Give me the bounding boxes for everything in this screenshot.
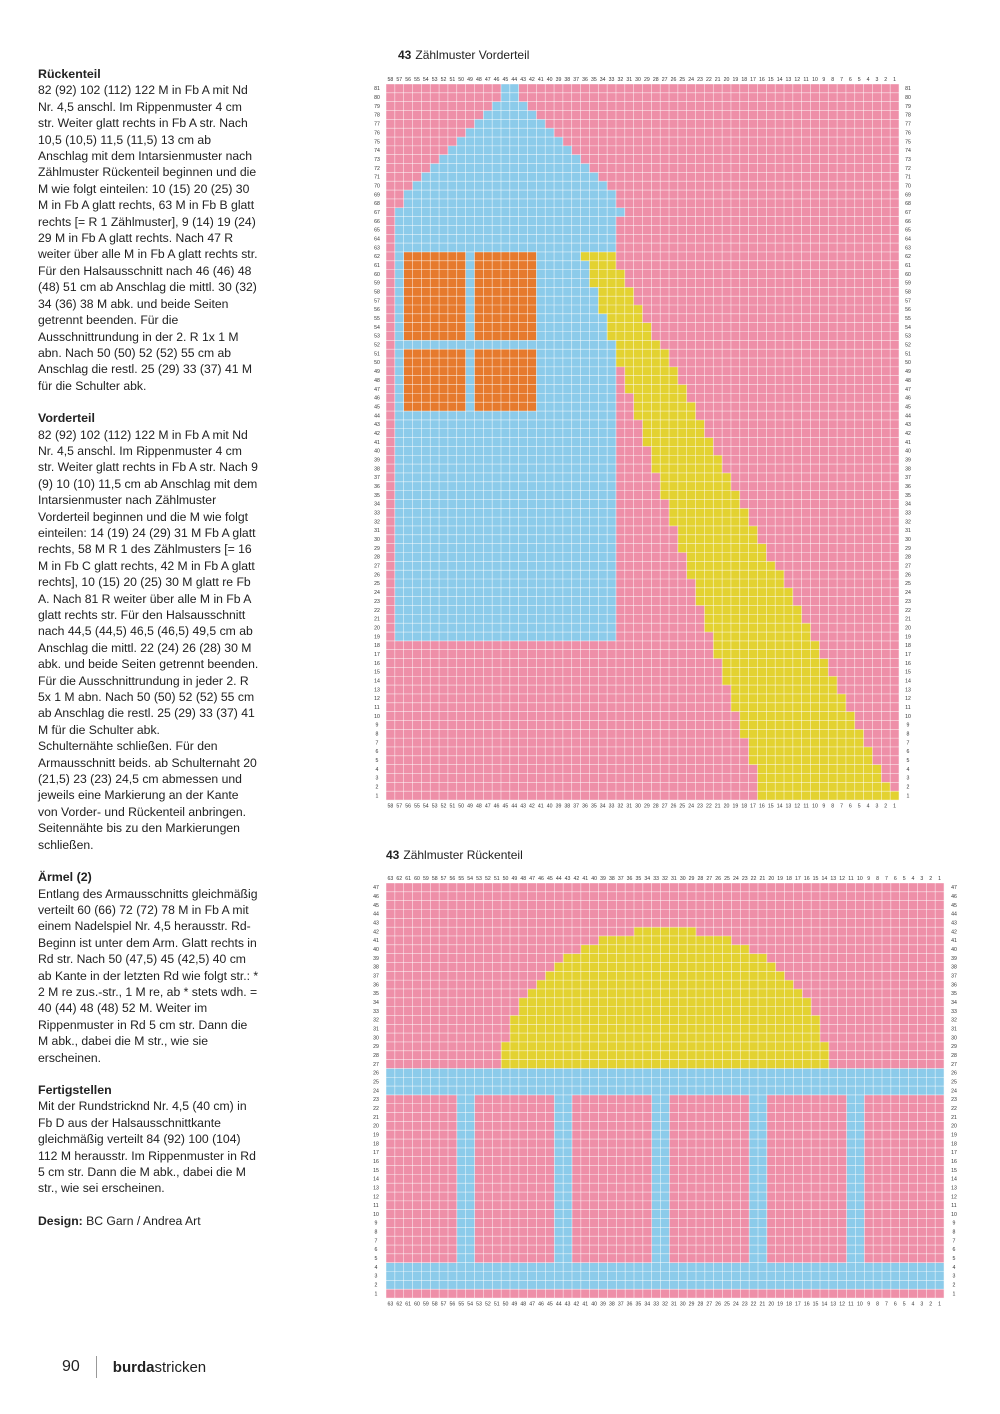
column-number: 28 <box>652 77 659 83</box>
column-number: 58 <box>387 803 394 810</box>
column-number: 7 <box>840 803 843 810</box>
column-number: 55 <box>414 77 420 83</box>
column-number: 40 <box>546 803 553 810</box>
column-number: 18 <box>741 77 748 83</box>
column-number: 5 <box>857 77 861 83</box>
column-number: 31 <box>626 803 633 810</box>
row-number: 6 <box>375 749 379 756</box>
column-number: 27 <box>661 77 668 83</box>
column-number: 11 <box>803 77 809 83</box>
column-number: 55 <box>414 803 420 810</box>
column-number: 23 <box>697 803 703 810</box>
column-number: 24 <box>688 803 695 810</box>
column-number: 25 <box>679 803 686 810</box>
column-number: 45 <box>502 77 509 83</box>
column-number: 57 <box>396 77 403 83</box>
section-heading: Fertigstellen <box>38 1082 112 1097</box>
column-number: 4 <box>866 77 870 83</box>
column-number: 15 <box>767 803 774 810</box>
column-number: 13 <box>785 77 792 83</box>
column-number: 42 <box>529 803 535 810</box>
column-number: 14 <box>776 803 783 810</box>
column-number: 52 <box>440 77 447 83</box>
column-number: 47 <box>484 77 491 83</box>
column-number: 51 <box>449 803 456 810</box>
column-number: 38 <box>564 77 571 83</box>
column-number: 1 <box>893 77 897 83</box>
column-number: 56 <box>405 77 412 83</box>
column-number: 18 <box>741 803 748 810</box>
row-number: 7 <box>906 740 910 747</box>
column-number: 25 <box>679 77 686 83</box>
row-number: 2 <box>375 784 379 791</box>
column-number: 31 <box>626 77 633 83</box>
column-number: 10 <box>812 803 818 810</box>
column-number: 21 <box>714 803 721 810</box>
column-number: 41 <box>537 803 544 810</box>
column-number: 53 <box>431 77 438 83</box>
column-number: 23 <box>697 77 703 83</box>
column-number: 46 <box>493 77 500 83</box>
column-number: 27 <box>661 803 668 810</box>
column-number: 37 <box>573 803 580 810</box>
column-number: 15 <box>767 77 774 83</box>
column-number: 35 <box>590 803 597 810</box>
column-number: 22 <box>705 77 712 83</box>
column-number: 26 <box>670 77 677 83</box>
column-number: 48 <box>475 803 482 810</box>
column-number: 14 <box>776 77 783 83</box>
row-number: 6 <box>906 749 910 756</box>
column-number: 8 <box>831 77 835 83</box>
row-number: 1 <box>375 793 379 800</box>
section-heading: Vorderteil <box>38 411 95 426</box>
column-number: 1 <box>893 803 897 810</box>
column-number: 40 <box>546 77 553 83</box>
column-number: 19 <box>732 803 739 810</box>
section-body: 82 (92) 102 (112) 122 M in Fb A mit Nd Nr. 4,5 anschl. Im Rippenmuster 4 cm str. Weiter glatt rechts in Fb A str. Nach 9 (9) 10 (10) 11,5 cm ab Anschlag mit dem Intarsienmuster nach Zählmuster Vorderteil beginnen und die M wie folgt einteilen: 14 (19) 24 (29) 31 M Fb A glatt rechts, 58 M R 1 des Zählmusters [= 16 M in Fb C glatt rechts, 42 M in Fb A glatt rechts], 10 (15) 20 (25) 30 M glatt re Fb A. Nach 81 R weiter über alle M in Fb A glatt rechts str. Für den Halsausschnitt nach 44,5 (44,5) 46,5 (46,5) 49,5 cm ab Anschlag die mittl. 22 (24) 26 (28) 30 M abk. und beide Seiten getrennt beenden. Für die Ausschnittrundung in jeder 2. R 5x 1 M abn. Nach 50 (50) 52 (52) 55 cm ab Anschlag die restl. 25 (29) 33 (37) 41 M für die Schulter abk. <box>38 427 259 737</box>
design-value: BC Garn / Andrea Art <box>86 1213 201 1228</box>
column-number: 33 <box>608 803 615 810</box>
column-number: 47 <box>484 803 491 810</box>
column-number: 50 <box>458 803 465 810</box>
column-number: 2 <box>884 803 888 810</box>
column-number: 56 <box>405 803 412 810</box>
row-number: 5 <box>906 758 910 765</box>
column-number: 29 <box>644 803 650 810</box>
column-number: 9 <box>822 803 826 810</box>
row-number: 10 <box>374 713 380 720</box>
column-number: 28 <box>652 803 659 810</box>
column-number: 3 <box>875 77 879 83</box>
row-number: 8 <box>375 731 379 738</box>
column-number: 44 <box>511 803 518 810</box>
column-number: 49 <box>467 803 473 810</box>
column-number: 53 <box>431 803 438 810</box>
column-number: 57 <box>396 803 403 810</box>
column-number: 32 <box>617 803 624 810</box>
column-number: 16 <box>759 77 765 83</box>
column-number: 20 <box>723 77 730 83</box>
column-number: 6 <box>848 803 852 810</box>
column-number: 32 <box>617 77 624 83</box>
column-number: 12 <box>794 77 801 83</box>
column-number: 50 <box>458 77 465 83</box>
section-heading: Ärmel (2) <box>38 870 92 885</box>
column-number: 43 <box>520 77 526 83</box>
column-number: 46 <box>493 803 500 810</box>
column-number: 54 <box>422 77 429 83</box>
column-number: 17 <box>750 77 756 83</box>
row-number: 9 <box>375 722 379 729</box>
column-number: 9 <box>822 77 826 83</box>
column-number: 45 <box>502 803 509 810</box>
column-number: 20 <box>723 803 730 810</box>
column-number: 42 <box>529 77 535 83</box>
row-number: 4 <box>375 766 379 773</box>
row-number: 3 <box>906 775 910 782</box>
column-number: 39 <box>555 77 562 83</box>
chart-number: 43 <box>398 48 412 62</box>
column-number: 6 <box>848 77 852 83</box>
column-number: 30 <box>635 803 641 810</box>
column-number: 43 <box>520 803 526 810</box>
column-number: 21 <box>714 77 721 83</box>
design-label: Design: <box>38 1213 83 1228</box>
section-body: 82 (92) 102 (112) 122 M in Fb A mit Nd Nr. 4,5 anschl. Im Rippenmuster 4 cm str. Weiter glatt rechts in Fb A str. Nach 10,5 (10,5) 11,5 (11,5) 13 cm ab Anschlag mit dem Intarsienmuster nach Zählmuster Rückenteil beginnen und die M wie folgt einteilen: 10 (15) 20 (25) 30 M in Fb A glatt rechts, 63 M in Fb B glatt rechts [= R 1 Zählmuster], 9 (14) 19 (24) 29 M in Fb A glatt rechts. Nach 47 R weiter über alle M in Fb A glatt rechts str. Für den Halsausschnitt nach 46 (46) 48 (48) 51 cm ab Anschlag die mittl. 30 (32) 34 (36) 38 M abk. und beide Seiten getrennt beenden. Für die Ausschnittrundung in der 2. R 1x 1 M abn. Nach 50 (50) 52 (52) 55 cm ab Anschlag die restl. 25 (29) 33 (37) 41 M für die Schulter abk. <box>38 83 258 393</box>
column-number: 29 <box>644 77 650 83</box>
column-number: 44 <box>511 77 518 83</box>
column-number: 7 <box>840 77 843 83</box>
row-number: 4 <box>906 766 910 773</box>
column-number: 34 <box>599 77 606 83</box>
row-number: 8 <box>906 731 910 738</box>
column-number: 35 <box>590 77 597 83</box>
column-number: 33 <box>608 77 615 83</box>
column-number: 4 <box>866 803 870 810</box>
column-number: 41 <box>537 77 544 83</box>
column-number: 3 <box>875 803 879 810</box>
column-number: 36 <box>582 77 588 83</box>
chart-title-text: Zählmuster Vorderteil <box>415 48 530 62</box>
row-number: 7 <box>375 740 379 747</box>
column-number: 26 <box>670 803 677 810</box>
column-number: 34 <box>599 803 606 810</box>
column-number: 30 <box>635 77 641 83</box>
row-number: 10 <box>905 713 911 720</box>
section-body: Entlang des Armausschnitts gleichmäßig verteilt 60 (66) 72 (72) 78 M in Fb A mit einem Nadelspiel Nr. 4,5 herausstr. Rd-Beginn ist unter dem Arm. Glatt rechts in Rd str. Nach 50 (47,5) 45 (42,5) 40 cm ab Kante in der letzten Rd wie folgt str.: * 2 M re zus.-str., 1 M re, ab * stets wdh. = 40 (44) 48 (48) 52 M. Weiter im Rippenmuster in Rd 5 cm str. Dann die M abk., dabei die M str., wie sie erscheinen. <box>38 886 259 1065</box>
column-number: 2 <box>884 77 888 83</box>
section-body: Mit der Rundstricknd Nr. 4,5 (40 cm) in Fb D aus der Halsausschnittkante gleichmäßig verteilt 84 (92) 100 (104) 112 M herausstr. Im Rippenmuster in Rd 5 cm str. Dann die M abk., dabei die M str., wie sei erscheinen. <box>38 1099 256 1196</box>
column-number: 49 <box>467 77 473 83</box>
column-number: 5 <box>857 803 861 810</box>
column-number: 17 <box>750 803 756 810</box>
column-number: 10 <box>812 77 818 83</box>
column-number: 16 <box>759 803 765 810</box>
section-body: Schulternähte schließen. Für den Armausschnitt beids. ab Schulternaht 20 (21,5) 23 (23) 24,5 cm abmessen und jeweils eine Markierung an der Kante von Vorder- und Rückenteil anbringen. Seitennähte bis zu den Markierungen schließen. <box>38 739 257 852</box>
column-number: 19 <box>732 77 739 83</box>
column-number: 51 <box>449 77 456 83</box>
column-number: 54 <box>422 803 429 810</box>
column-number: 48 <box>475 77 482 83</box>
column-number: 22 <box>705 803 712 810</box>
column-number: 24 <box>688 77 695 83</box>
column-number: 11 <box>803 803 809 810</box>
column-number: 37 <box>573 77 580 83</box>
column-number: 38 <box>564 803 571 810</box>
column-number: 52 <box>440 803 447 810</box>
row-number: 3 <box>375 775 379 782</box>
row-number: 5 <box>375 758 379 765</box>
column-number: 13 <box>785 803 792 810</box>
row-number: 2 <box>906 784 910 791</box>
row-number: 1 <box>906 793 910 800</box>
column-number: 8 <box>831 803 835 810</box>
column-number: 12 <box>794 803 801 810</box>
section-heading: Rückenteil <box>38 67 101 81</box>
column-number: 36 <box>582 803 588 810</box>
column-number: 58 <box>387 77 394 83</box>
column-number: 39 <box>555 803 562 810</box>
row-number: 11 <box>374 704 380 711</box>
row-number: 9 <box>906 722 910 729</box>
